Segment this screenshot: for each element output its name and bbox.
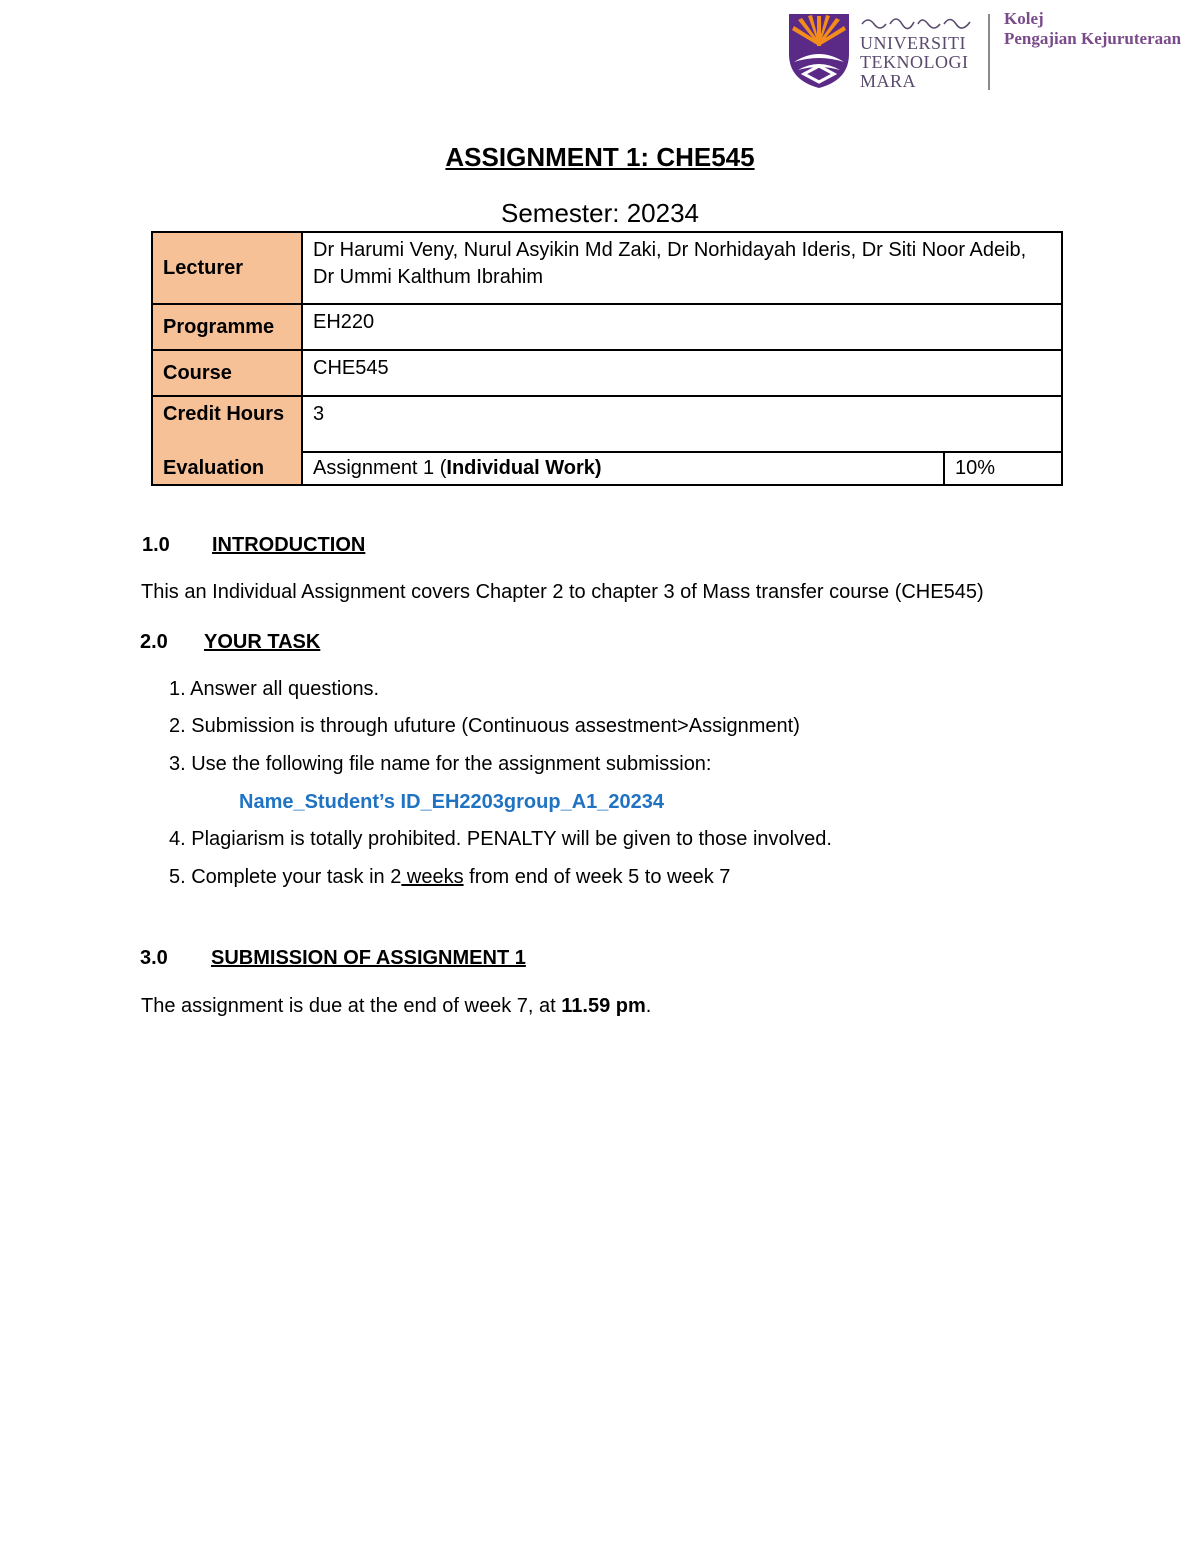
uitm-emblem-icon bbox=[784, 10, 854, 90]
course-value: CHE545 bbox=[302, 350, 1062, 396]
submission-text-suffix: . bbox=[645, 995, 652, 1017]
section-number: 2.0 bbox=[140, 631, 168, 653]
section-number: 1.0 bbox=[142, 534, 170, 556]
section-heading-submission bbox=[140, 946, 640, 972]
evaluation-type: Individual Work) bbox=[446, 457, 602, 479]
table-row-evaluation bbox=[152, 452, 1062, 485]
credit-hours-label: Credit Hours bbox=[152, 396, 302, 452]
semester-label: Semester: 20234 bbox=[500, 198, 699, 228]
programme-value: EH220 bbox=[302, 304, 1062, 350]
university-logo bbox=[784, 10, 1196, 92]
task-item-5 bbox=[169, 865, 730, 889]
submission-filename: Name_Student’s ID_EH2203group_A1_20234 bbox=[239, 791, 664, 813]
task-item-4: 4. Plagiarism is totally prohibited. PENALTY will be given to those involved. bbox=[169, 828, 832, 850]
introduction-text: This an Individual Assignment covers Chapter 2 to chapter 3 of Mass transfer course (CHE545) bbox=[141, 581, 984, 603]
evaluation-label: Evaluation bbox=[152, 452, 302, 485]
table-row-credit-hours bbox=[152, 396, 1062, 452]
evaluation-value bbox=[302, 452, 944, 485]
section-title: INTRODUCTION bbox=[212, 534, 366, 556]
logo-line-teknologi: TEKNOLOGI bbox=[860, 52, 969, 72]
table-row-programme bbox=[152, 304, 1062, 350]
section-heading-introduction bbox=[142, 533, 542, 559]
submission-text-prefix: The assignment is due at the end of week 7, at bbox=[141, 995, 562, 1017]
task-item-2: 2. Submission is through ufuture (Continuous assestment>Assignment) bbox=[169, 715, 800, 737]
task-item-5-prefix: 5. Complete your task in 2 bbox=[169, 866, 402, 888]
course-label: Course bbox=[152, 350, 302, 396]
submission-deadline-time: 11.59 pm bbox=[561, 995, 646, 1017]
evaluation-weight: 10% bbox=[944, 452, 1062, 485]
logo-line-universiti: UNIVERSITI bbox=[860, 33, 966, 53]
logo-college-line1: Kolej bbox=[1004, 9, 1044, 28]
table-row-course bbox=[152, 350, 1062, 396]
section-title: YOUR TASK bbox=[204, 631, 321, 653]
lecturer-value: Dr Harumi Veny, Nurul Asyikin Md Zaki, Dr Norhidayah Ideris, Dr Siti Noor Adeib, Dr Ummi Kalthum Ibrahim bbox=[302, 232, 1062, 304]
submission-text bbox=[141, 994, 651, 1018]
section-title: SUBMISSION OF ASSIGNMENT 1 bbox=[211, 947, 526, 969]
task-item-3: 3. Use the following file name for the assignment submission: bbox=[169, 753, 712, 775]
jawi-script-icon bbox=[860, 12, 972, 30]
section-heading-your-task bbox=[140, 630, 540, 656]
section-number: 3.0 bbox=[140, 947, 168, 969]
table-row-lecturer bbox=[152, 232, 1062, 304]
lecturer-label: Lecturer bbox=[152, 232, 302, 304]
evaluation-prefix: Assignment 1 ( bbox=[313, 457, 447, 479]
task-item-5-weeks: weeks bbox=[401, 866, 464, 888]
logo-line-mara: MARA bbox=[860, 71, 917, 91]
task-item-1: 1. Answer all questions. bbox=[169, 678, 380, 700]
task-item-5-suffix: from end of week 5 to week 7 bbox=[463, 866, 731, 888]
logo-college-line2: Pengajian Kejuruteraan bbox=[1004, 29, 1182, 48]
page-title: ASSIGNMENT 1: CHE545 bbox=[445, 142, 755, 172]
programme-label: Programme bbox=[152, 304, 302, 350]
logo-divider bbox=[988, 14, 990, 90]
course-info-table bbox=[151, 231, 1063, 486]
credit-hours-value: 3 bbox=[302, 396, 1062, 452]
